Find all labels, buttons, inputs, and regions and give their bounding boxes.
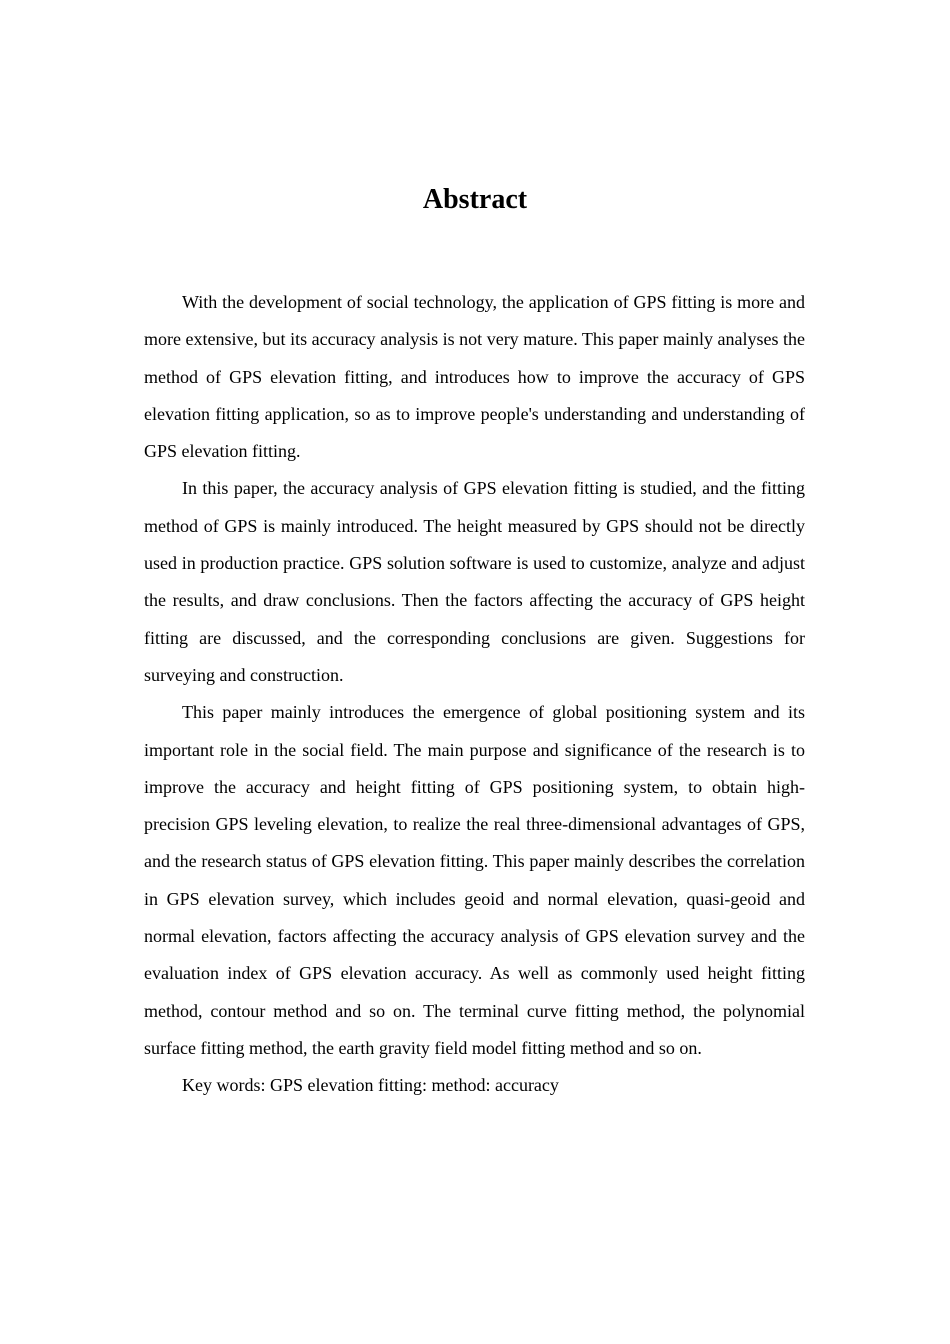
abstract-title: Abstract: [422, 184, 528, 215]
abstract-paragraph-1: With the development of social technology, the application of GPS fitting is more and more extensive, but its accuracy analysis is not very mature. This paper mainly analyses the method of GPS elevation fitting, and introduces how to improve the accuracy of GPS elevation fitting application, so as to improve people's understanding and understanding of GPS elevation fitting.: [144, 292, 805, 462]
abstract-paragraph-3: This paper mainly introduces the emergence of global positioning system and its important role in the social field. The main purpose and significance of the research is to improve the accuracy and height fitting of GPS positioning system, to obtain high-precision GPS leveling elevation, to realize the real three-dimensional advantages of GPS, and the research status of GPS elevation fitting. This paper mainly describes the correlation in GPS elevation survey, which includes geoid and normal elevation, quasi-geoid and normal elevation, factors affecting the accuracy analysis of GPS elevation survey and the evaluation index of GPS elevation accuracy. As well as commonly used height fitting method, contour method and so on. The terminal curve fitting method, the polynomial surface fitting method, the earth gravity field model fitting method and so on.: [144, 702, 805, 1058]
keywords-line: Key words: GPS elevation fitting: method: accuracy: [182, 1075, 559, 1096]
abstract-body: [144, 284, 805, 1105]
abstract-paragraph-2: In this paper, the accuracy analysis of GPS elevation fitting is studied, and the fitting method of GPS is mainly introduced. The height measured by GPS should not be directly used in production practice. GPS solution software is used to customize, analyze and adjust the results, and draw conclusions. Then the factors affecting the accuracy of GPS height fitting are discussed, and the corresponding conclusions are given. Suggestions for surveying and construction.: [144, 478, 805, 685]
